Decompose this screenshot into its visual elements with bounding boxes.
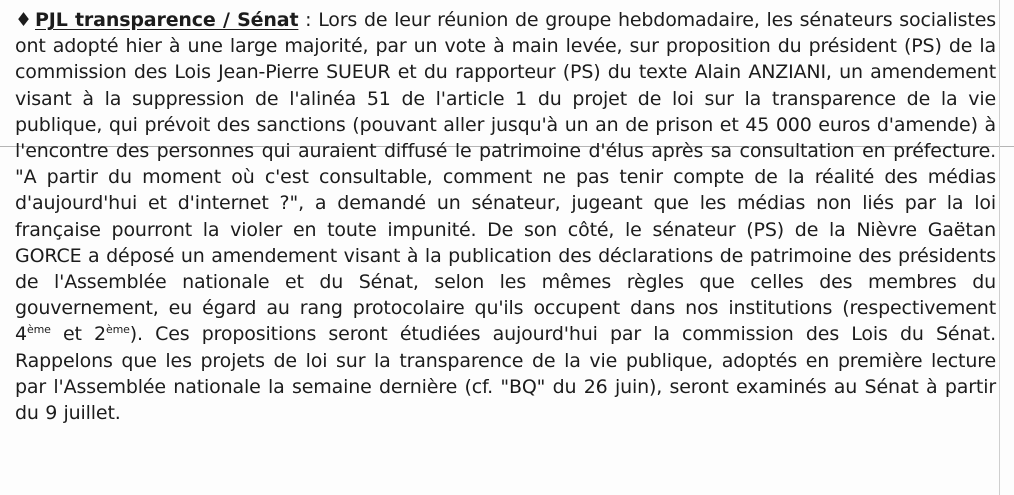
headline-separator: : xyxy=(298,9,319,31)
superscript-ordinal-2: ème xyxy=(105,323,130,337)
news-brief xyxy=(15,7,996,426)
superscript-ordinal-1: ème xyxy=(26,323,51,337)
brief-headline: PJL transparence / Sénat xyxy=(35,9,299,31)
brief-body-part-1: Lors de leur réunion de groupe hebdomadaire, les sénateurs socialistes ont adopté hier à une large majorité, par un vote à main levée, sur proposition du président (PS) de la commission des Lois Jean-Pierre SUEUR et du rapporteur (PS) du texte Alain ANZIANI, un amendement visant à la suppression de l'alinéa 51 de l'article 1 du projet de loi sur la transparence de la vie publique, qui prévoit des sanctions (pouvant aller jusqu'à un an de prison et 45 000 euros d'amende) à l'encontre des personnes qui auraient diffusé le patrimoine d'élus après sa consultation en préfecture. "A partir du moment où c'est consultable, comment ne pas tenir compte de la réalité des médias d'aujourd'hui et d'internet ?", a demandé un sénateur, jugeant que les médias non liés par la loi française pourront la violer en toute impunité. De son côté, le sénateur (PS) de la Nièvre Gaëtan GORCE a déposé un amendement visant à la publication des déclarations de patrimoine des présidents de l'Assemblée nationale et du Sénat, selon les mêmes règles que celles des membres du gouvernement, eu égard au rang protocolaire qu'ils occupent dans nos institutions (respectivement 4 xyxy=(15,9,997,346)
brief-body-part-2: et 2 xyxy=(50,323,106,346)
brief-body-part-3: ). Ces propositions seront étudiées aujourd'hui par la commission des Lois du Sénat. Rappelons que les projets de loi sur la transparence de la vie publique, adoptés en première lecture par l'Assemblée nationale la semaine dernière (cf. "BQ" du 26 juin), seront examinés au Sénat à partir du 9 juillet. xyxy=(15,323,996,425)
diamond-bullet-icon: ♦ xyxy=(15,9,32,31)
page-edge xyxy=(999,0,1000,495)
